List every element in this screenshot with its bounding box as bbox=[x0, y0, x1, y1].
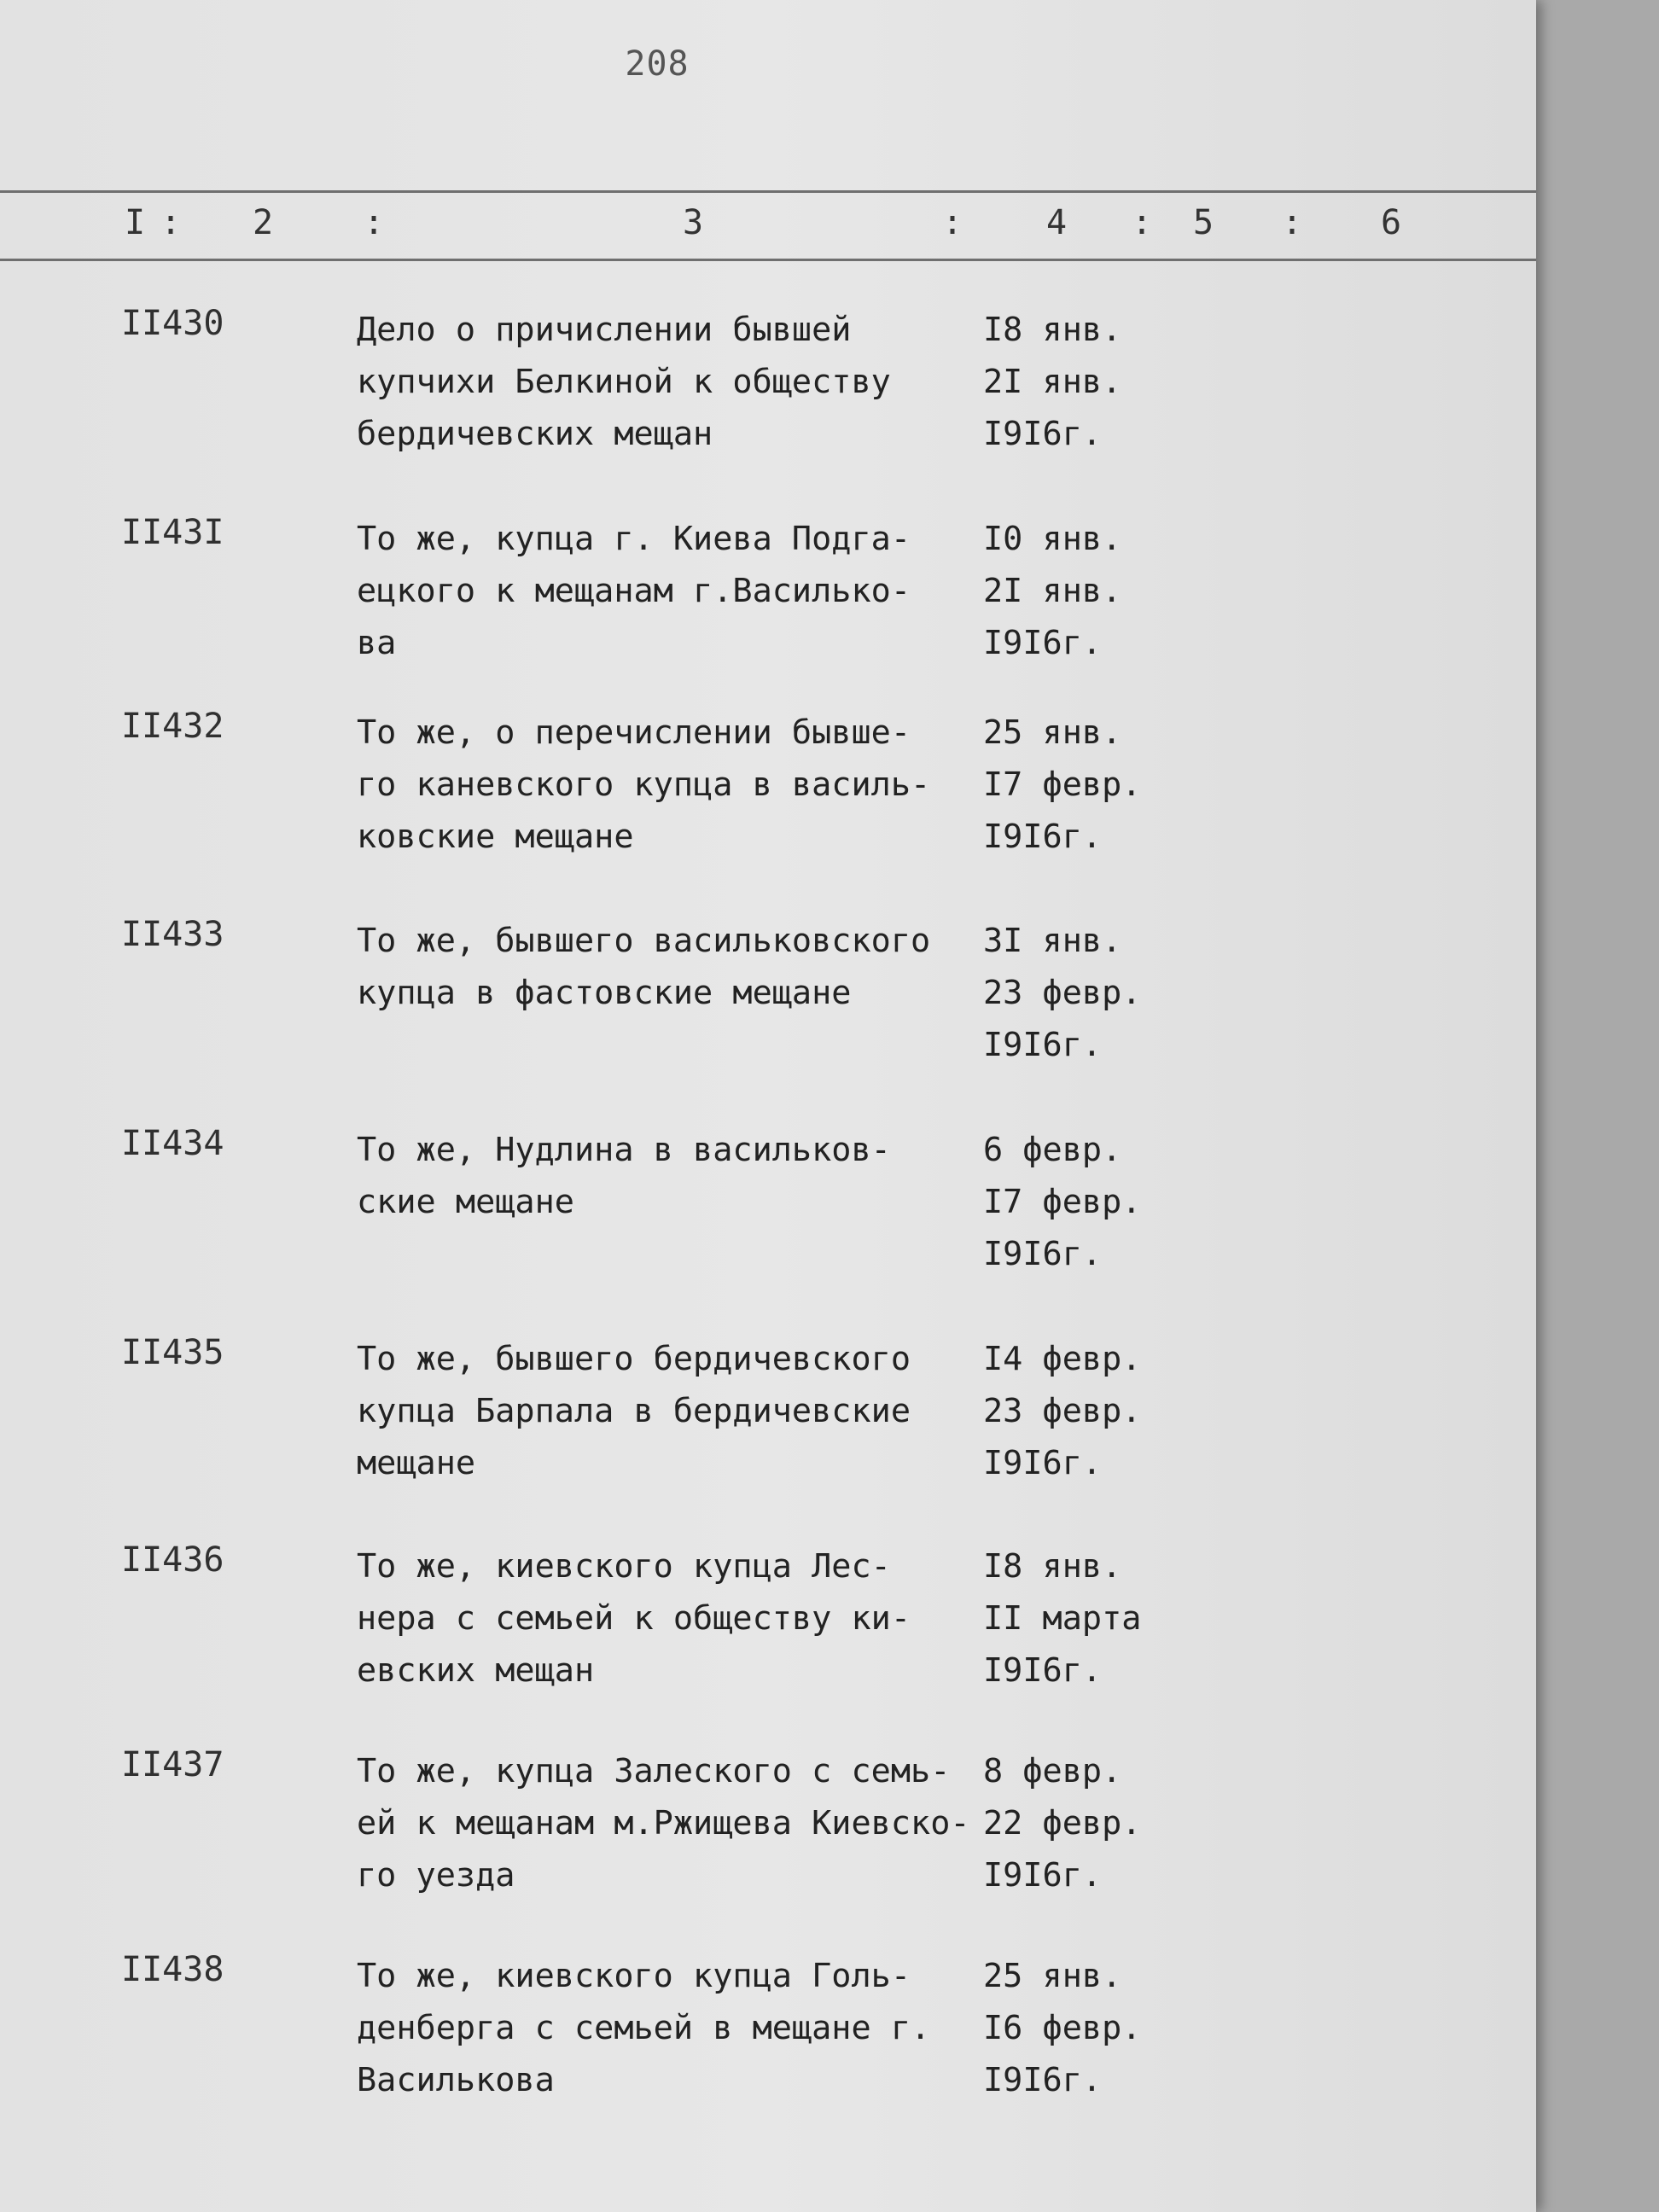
entry-date-end: 2I янв. bbox=[983, 572, 1122, 610]
entry-date-start: I4 февр. bbox=[983, 1340, 1142, 1378]
entry-title-line: го уезда bbox=[357, 1856, 515, 1895]
entry-title-line: ецкого к мещанам г.Василько- bbox=[357, 572, 911, 610]
entry-date-start: 3I янв. bbox=[983, 922, 1122, 960]
column-separator: : bbox=[160, 203, 182, 242]
column-header-1: I bbox=[125, 203, 146, 242]
entry-dates bbox=[983, 1540, 1239, 1697]
entry-title-line: бердичевских мещан bbox=[357, 415, 713, 453]
entry-date-start: 25 янв. bbox=[983, 713, 1122, 752]
entry-title-line: Дело о причислении бывшей bbox=[357, 311, 852, 349]
entry-dates bbox=[983, 1124, 1239, 1280]
entry-dates bbox=[983, 707, 1239, 863]
entry-dates bbox=[983, 513, 1239, 669]
column-header-6: 6 bbox=[1381, 203, 1402, 242]
column-separator: : bbox=[1282, 203, 1303, 242]
entry-title bbox=[357, 1745, 1005, 1901]
entry-title-line: То же, о перечислении бывше- bbox=[357, 713, 911, 752]
page-number: 208 bbox=[625, 44, 690, 84]
entry-title-line: нера с семьей к обществу ки- bbox=[357, 1599, 911, 1638]
entry-title bbox=[357, 915, 1005, 1019]
entry-title-line: То же, купца г. Киева Подга- bbox=[357, 520, 911, 558]
entry-title-line: купца Барпала в бердичевские bbox=[357, 1392, 911, 1430]
header-top-rule bbox=[0, 190, 1536, 193]
entry-title-line: Василькова bbox=[357, 2061, 555, 2099]
entry-title-line: мещане bbox=[357, 1444, 476, 1482]
entry-title bbox=[357, 513, 1005, 669]
entry-dates bbox=[983, 915, 1239, 1071]
entry-number: II436 bbox=[121, 1540, 224, 1580]
entry-date-start: I0 янв. bbox=[983, 520, 1122, 558]
entry-date-end: I7 февр. bbox=[983, 1183, 1142, 1221]
entry-year: I9I6г. bbox=[983, 1856, 1103, 1895]
entry-date-end: I6 февр. bbox=[983, 2009, 1142, 2047]
column-separator: : bbox=[942, 203, 963, 242]
entry-date-end: 23 февр. bbox=[983, 1392, 1142, 1430]
entry-dates bbox=[983, 1745, 1239, 1901]
entry-title-line: го каневского купца в василь- bbox=[357, 765, 931, 804]
entry-title-line: денберга с семьей в мещане г. bbox=[357, 2009, 931, 2047]
entry-title-line: купчихи Белкиной к обществу bbox=[357, 363, 891, 401]
entry-title-line: То же, купца Залеского с семь- bbox=[357, 1752, 951, 1790]
entry-date-start: I8 янв. bbox=[983, 311, 1122, 349]
entry-date-end: 2I янв. bbox=[983, 363, 1122, 401]
entry-title-line: купца в фастовские мещане bbox=[357, 974, 852, 1012]
entry-number: II437 bbox=[121, 1745, 224, 1784]
entry-number: II432 bbox=[121, 707, 224, 746]
entry-title bbox=[357, 304, 1005, 460]
entry-title-line: ские мещане bbox=[357, 1183, 574, 1221]
column-header-3: 3 bbox=[683, 203, 704, 242]
column-header-row bbox=[0, 198, 1536, 253]
entry-number: II435 bbox=[121, 1333, 224, 1372]
entry-title-line: евских мещан bbox=[357, 1651, 595, 1690]
entry-number: II430 bbox=[121, 304, 224, 343]
entry-dates bbox=[983, 1950, 1239, 2106]
entry-date-end: II марта bbox=[983, 1599, 1142, 1638]
entry-title-line: ковские мещане bbox=[357, 818, 634, 856]
entry-title bbox=[357, 707, 1005, 863]
column-separator: : bbox=[1132, 203, 1153, 242]
entry-title bbox=[357, 1124, 1005, 1228]
column-header-4: 4 bbox=[1046, 203, 1068, 242]
entry-title-line: ей к мещанам м.Ржищева Киевско- bbox=[357, 1804, 970, 1842]
entry-year: I9I6г. bbox=[983, 1651, 1103, 1690]
entry-number: II433 bbox=[121, 915, 224, 954]
entry-dates bbox=[983, 1333, 1239, 1489]
column-header-5: 5 bbox=[1193, 203, 1214, 242]
entry-date-start: 25 янв. bbox=[983, 1957, 1122, 1995]
entry-number: II434 bbox=[121, 1124, 224, 1163]
entry-number: II43I bbox=[121, 513, 224, 552]
entry-title-line: То же, бывшего бердичевского bbox=[357, 1340, 911, 1378]
entry-date-end: 22 февр. bbox=[983, 1804, 1142, 1842]
entry-year: I9I6г. bbox=[983, 1026, 1103, 1064]
entry-year: I9I6г. bbox=[983, 1444, 1103, 1482]
entry-title-line: То же, бывшего васильковского bbox=[357, 922, 931, 960]
entry-title-line: То же, киевского купца Голь- bbox=[357, 1957, 911, 1995]
entry-dates bbox=[983, 304, 1239, 460]
header-bottom-rule bbox=[0, 259, 1536, 261]
column-separator: : bbox=[364, 203, 385, 242]
entry-title bbox=[357, 1333, 1005, 1489]
entry-year: I9I6г. bbox=[983, 415, 1103, 453]
entry-date-start: I8 янв. bbox=[983, 1547, 1122, 1586]
column-header-2: 2 bbox=[253, 203, 274, 242]
entry-year: I9I6г. bbox=[983, 2061, 1103, 2099]
entry-title bbox=[357, 1950, 1005, 2106]
entry-title-line: ва bbox=[357, 624, 397, 662]
entry-date-end: I7 февр. bbox=[983, 765, 1142, 804]
entry-date-end: 23 февр. bbox=[983, 974, 1142, 1012]
entry-number: II438 bbox=[121, 1950, 224, 1989]
entry-date-start: 6 февр. bbox=[983, 1131, 1122, 1169]
entry-year: I9I6г. bbox=[983, 624, 1103, 662]
entry-title bbox=[357, 1540, 1005, 1697]
entry-year: I9I6г. bbox=[983, 1235, 1103, 1273]
entry-title-line: То же, Нудлина в васильков- bbox=[357, 1131, 891, 1169]
entry-date-start: 8 февр. bbox=[983, 1752, 1122, 1790]
entry-year: I9I6г. bbox=[983, 818, 1103, 856]
entry-title-line: То же, киевского купца Лес- bbox=[357, 1547, 891, 1586]
